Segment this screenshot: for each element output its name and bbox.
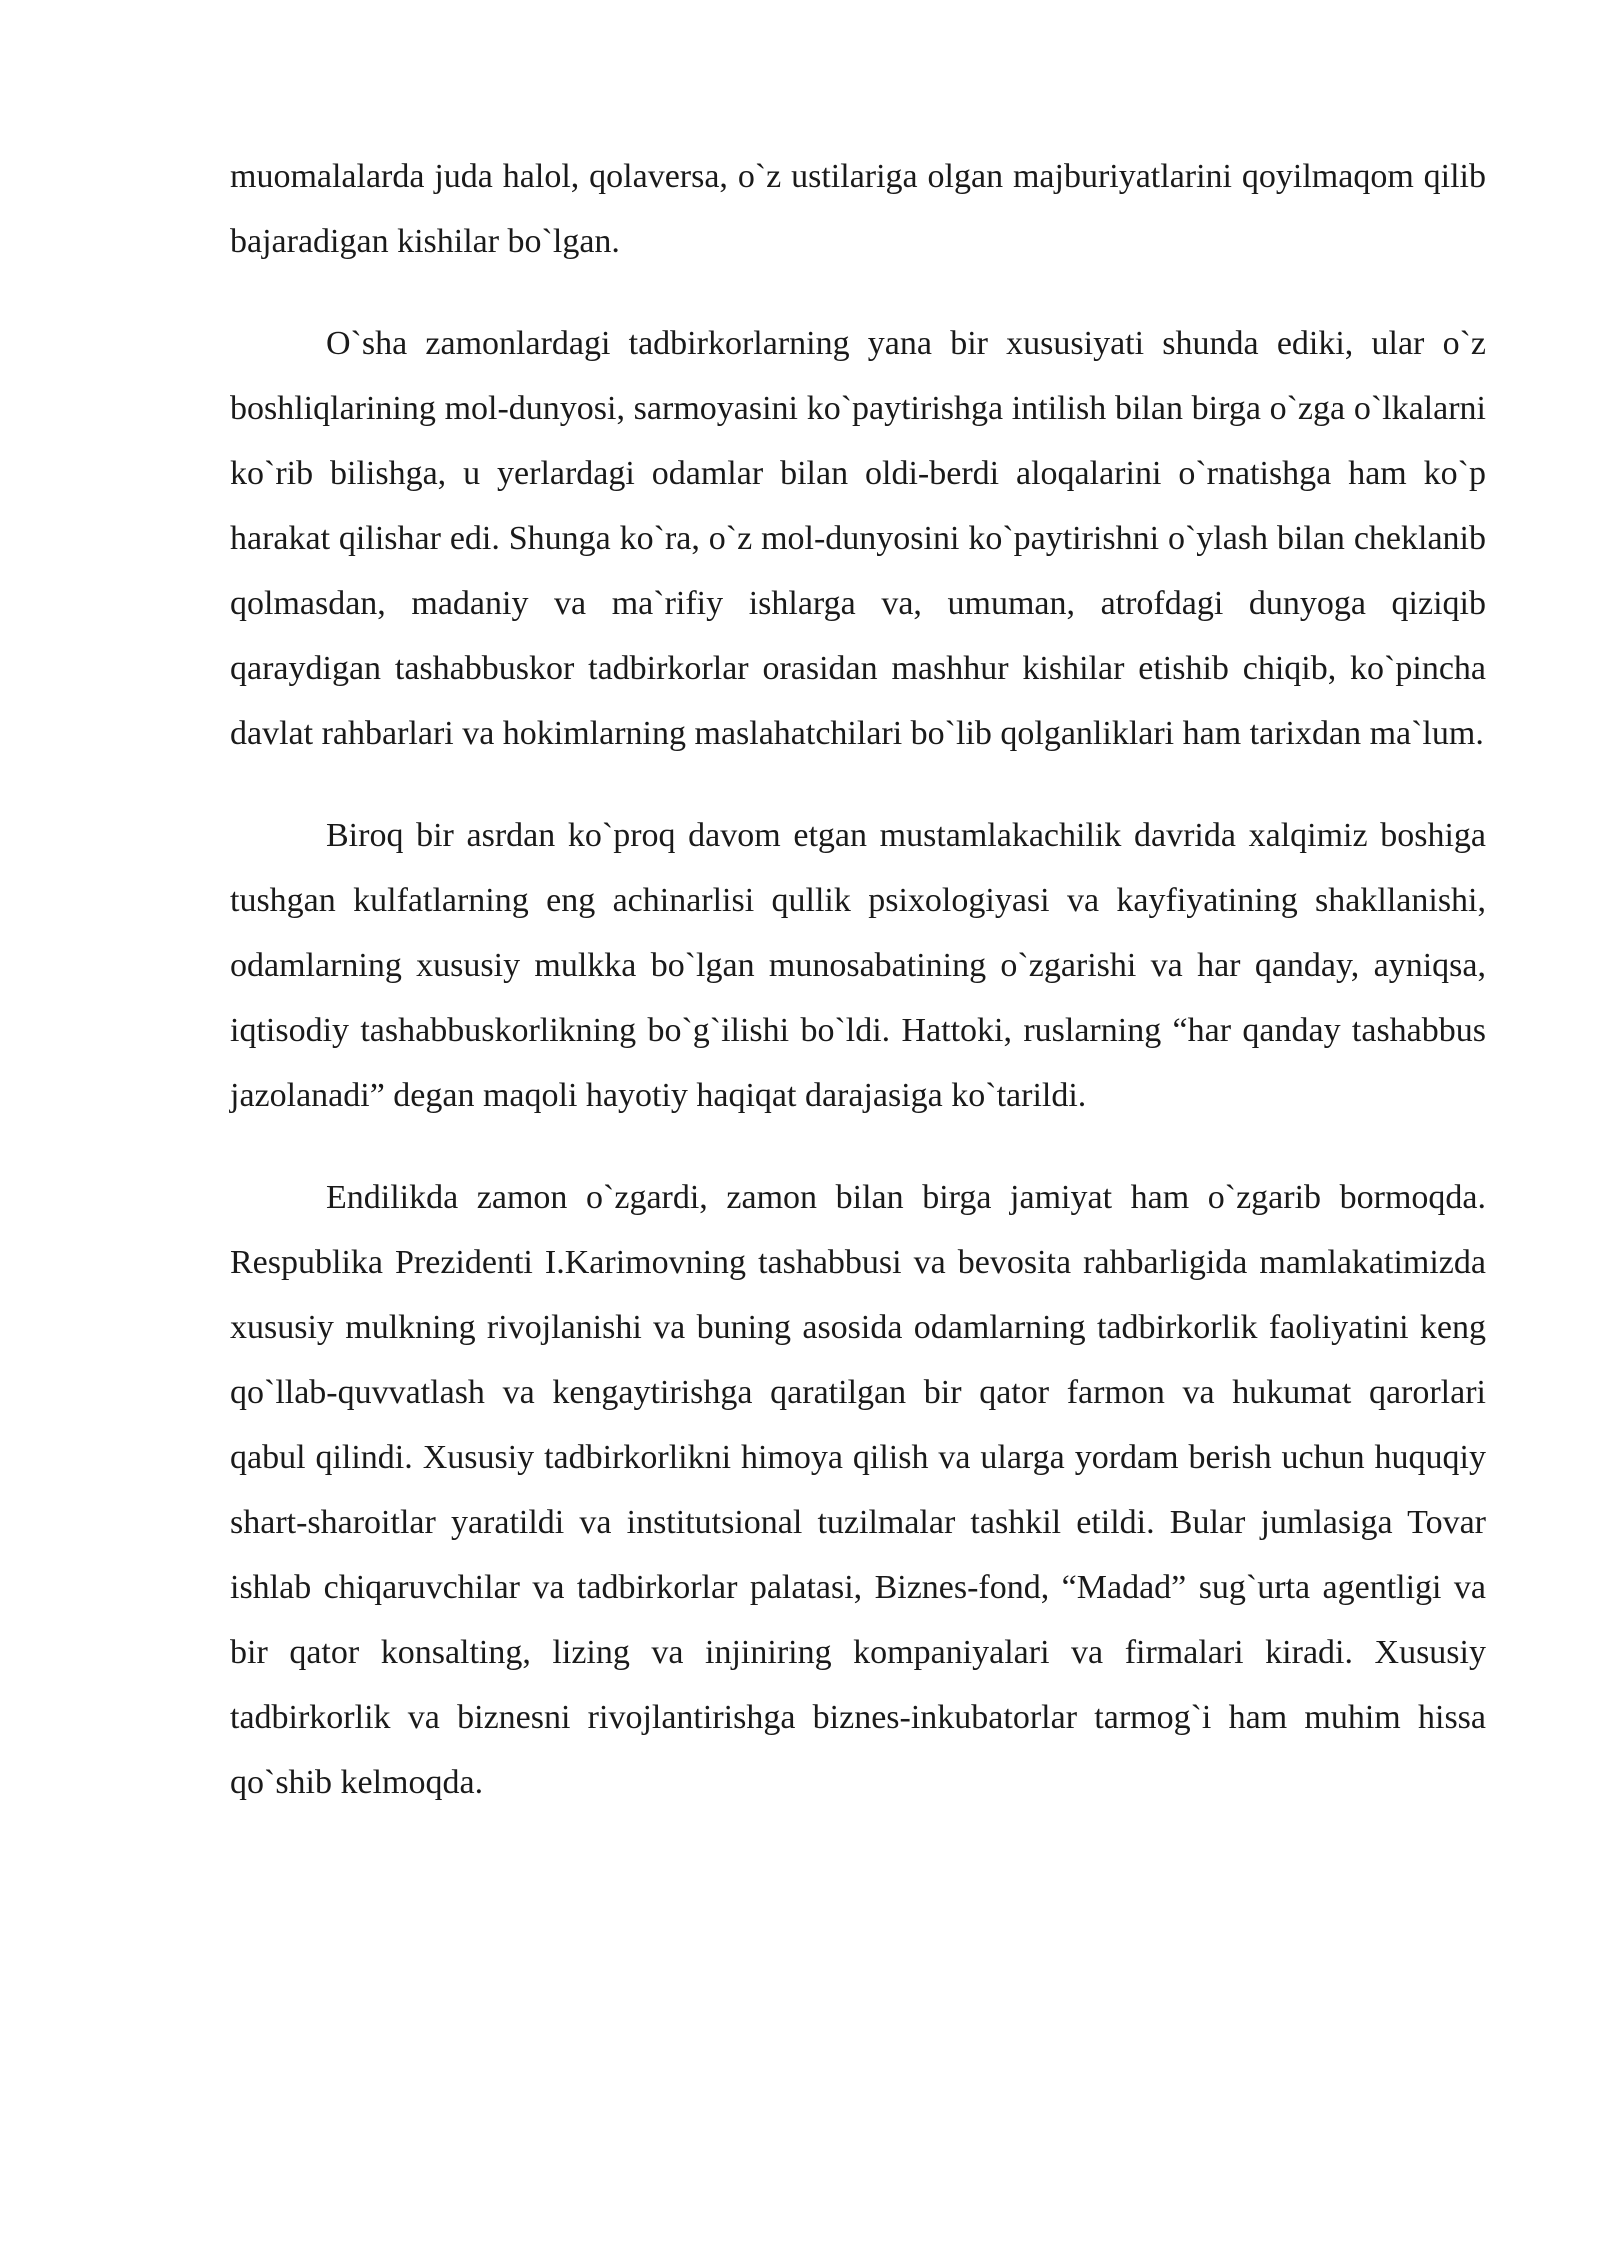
paragraph-2: O`sha zamonlardagi tadbirkorlarning yana bir xususiyati shunda ediki, ular o`z boshliqlarining mol-dunyosi, sarmoyasini ko`paytirishga intilish bilan birga o`zga o`lkalarni ko`rib bilishga, u yerlardagi odamlar bilan oldi-berdi aloqalarini o`rnatishga ham ko`p harakat qilishar edi. Shunga ko`ra, o`z mol-dunyosini ko`paytirishni o`ylash bilan cheklanib qolmasdan, madaniy va ma`rifiy ishlarga va, umuman, atrofdagi dunyoga qiziqib qaraydigan tashabbuskor tadbirkorlar orasidan mashhur kishilar etishib chiqib, ko`pincha davlat rahbarlari va hokimlarning maslahatchilari bo`lib qolganliklari ham tarixdan ma`lum.: [230, 325, 1486, 752]
paragraph-1: muomalalarda juda halol, qolaversa, o`z ustilariga olgan majburiyatlarini qoyilmaqom qilib bajaradigan kishilar bo`lgan.: [230, 158, 1486, 260]
paragraph-3: Biroq bir asrdan ko`proq davom etgan mustamlakachilik davrida xalqimiz boshiga tushgan kulfatlarning eng achinarlisi qullik psixologiyasi va kayfiyatining shakllanishi, odamlarning xususiy mulkka bo`lgan munosabatining o`zgarishi va har qanday, ayniqsa, iqtisodiy tashabbuskorlikning bo`g`ilishi bo`ldi. Hattoki, ruslarning “har qanday tashabbus jazolanadi” degan maqoli hayotiy haqiqat darajasiga ko`tarildi.: [230, 817, 1486, 1114]
body-text: [230, 144, 1486, 1815]
paragraph-4: Endilikda zamon o`zgardi, zamon bilan birga jamiyat ham o`zgarib bormoqda. Respublika Prezidenti I.Karimovning tashabbusi va bevosita rahbarligida mamlakatimizda xususiy mulkning rivojlanishi va buning asosida odamlarning tadbirkorlik faoliyatini keng qo`llab-quvvatlash va kengaytirishga qaratilgan bir qator farmon va hukumat qarorlari qabul qilindi. Xususiy tadbirkorlikni himoya qilish va ularga yordam berish uchun huquqiy shart-sharoitlar yaratildi va institutsional tuzilmalar tashkil etildi. Bular jumlasiga Tovar ishlab chiqaruvchilar va tadbirkorlar palatasi, Biznes-fond, “Madad” sug`urta agentligi va bir qator konsalting, lizing va injiniring kompaniyalari va firmalari kiradi. Xususiy tadbirkorlik va biznesni rivojlantirishga biznes-inkubatorlar tarmog`i ham muhim hissa qo`shib kelmoqda.: [230, 1179, 1486, 1801]
